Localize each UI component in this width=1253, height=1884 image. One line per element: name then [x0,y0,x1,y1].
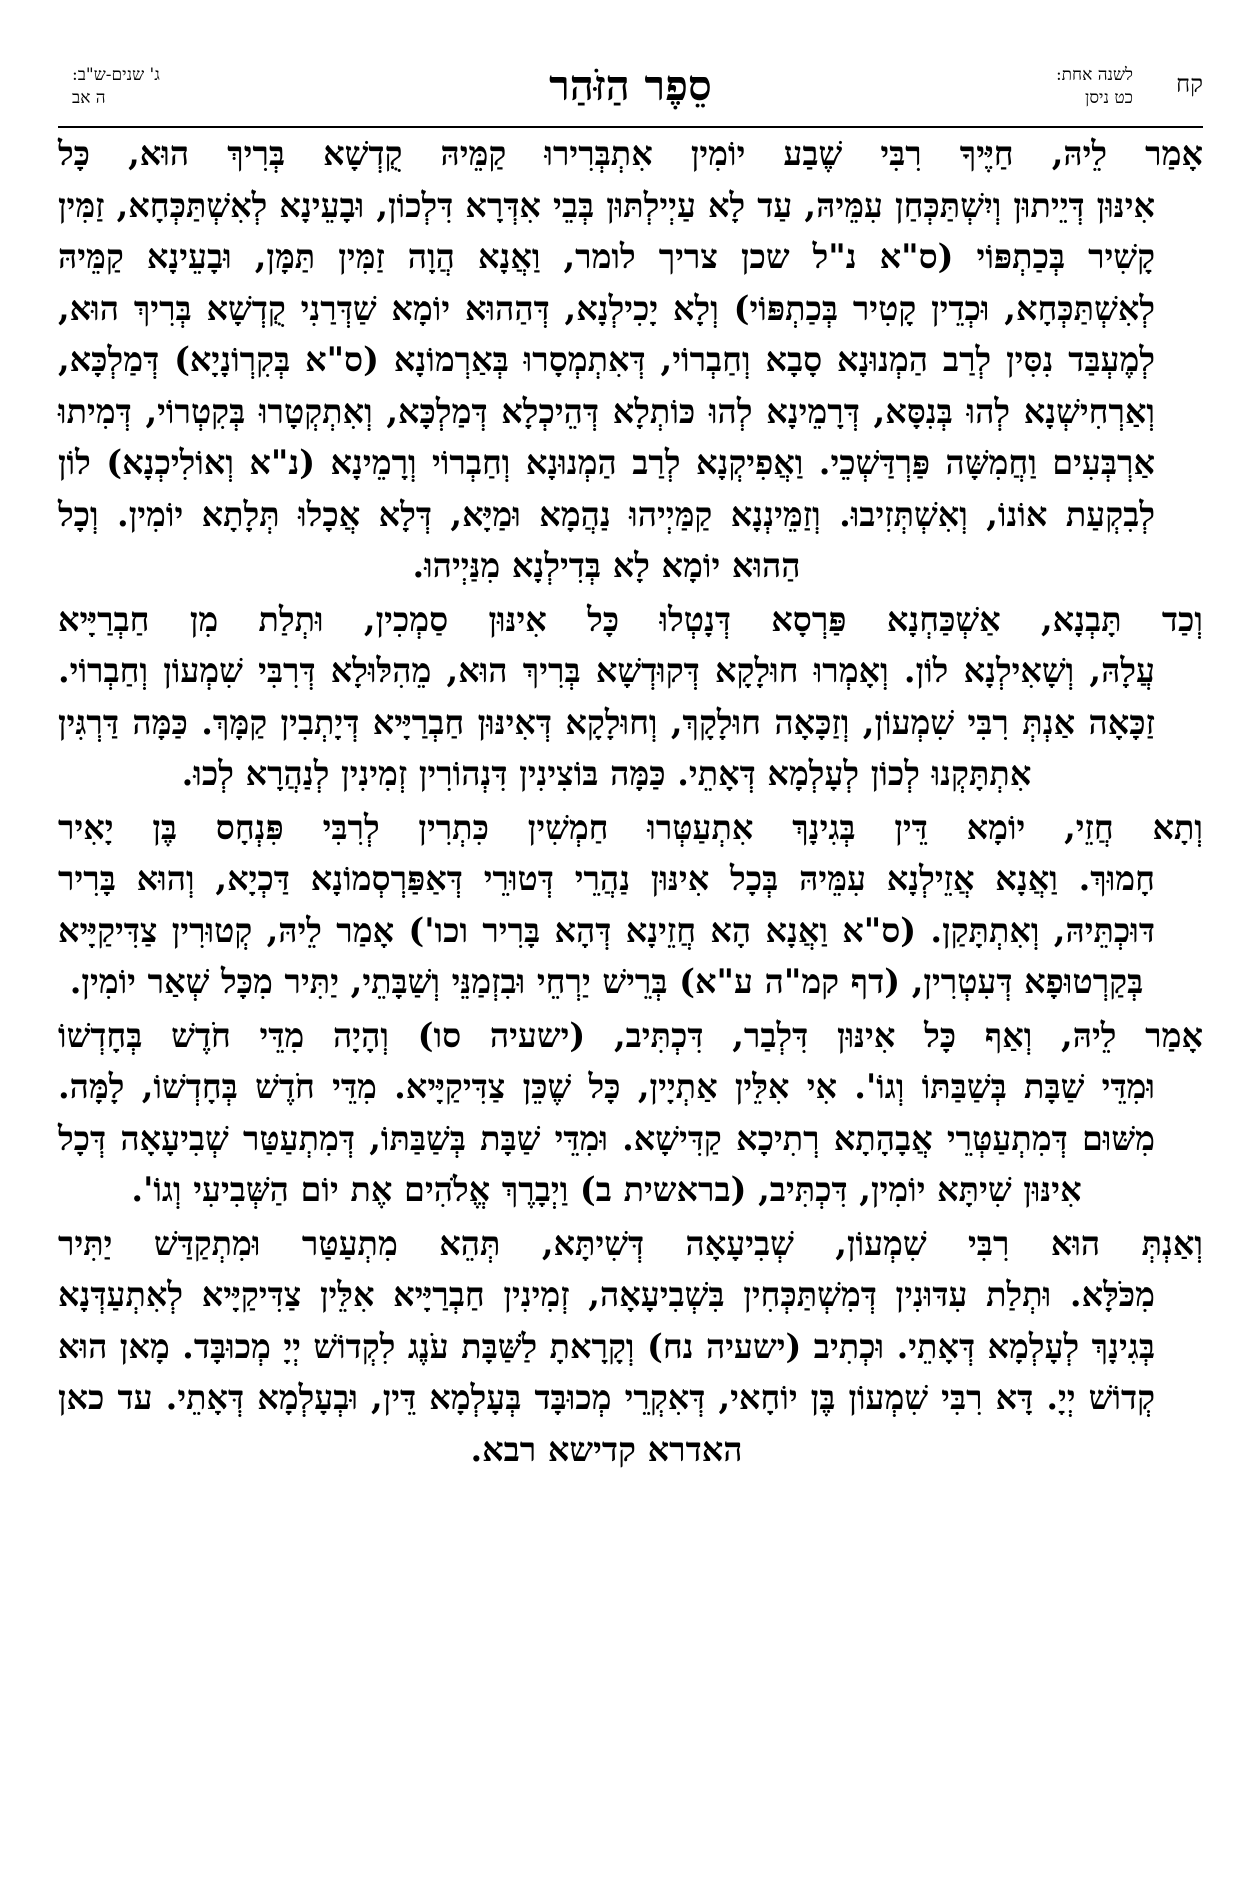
paragraph-4 [58,1010,1203,1216]
book-title: סֵפֶר הַזֹּהַר [549,61,712,110]
header-right-line1: לשנה אחת: [1055,65,1133,85]
paragraph-1-first-line: אָמַר לֵיהּ, חַיֶּיךָ רִבִּי שֶׁבַע יוֹמִין אִתְבְּרִירוּ קַמֵּיהּ קֻדְשָׁא בְּרִיךְ הוּא, כָּל [58,134,1203,173]
paragraph-1 [58,128,1203,592]
paragraph-5-first-line: וְאַנְתְּ הוּא רִבִּי שִׁמְעוֹן, שְׁבִיעָאָה דְּשִׁיתָּא, תְּהֵא מִתְעַטַּר וּמִתְקַדַּשׁ יַתִּיר [58,1223,1203,1263]
paragraph-2 [58,594,1203,800]
paragraph-1-body: אִינּוּן דְּיֵיתוּן וְיִשְׁתַּכְּחַן עִמֵּיהּ, עַד לָא עַיְילְתּוּן בְּבֵי אִדְּרָא דִּלְכוֹן, וּבָעֵינָא לְאִשְׁתַּכְּחָא, זַמִּין קָשִׁיר בְּכַתְפּוֹי (ס"א נ"ל שכן צריך לומר, וַאֲנָא הֲוָה זַמִּין תַּמָּן, וּבָעֵינָא קַמֵּיהּ לְאִשְׁתַּכְּחָא, וּכְדֵין קָטִיר בְּכַתְפּוֹי) וְלָא יָכִילְנָא, דְּהַהוּא יוֹמָא שַׁדְּרַנִי קֻדְשָׁא בְּרִיךְ הוּא, לְמֶעְבַּד נִסִּין לְרַב הַמְנוּנָא סָבָא וְחַבְרוֹי, דְּאִתְמְסָרוּ בְּאַרְמוֹנָא (ס"א בְּקִרְוֹנָיָא) דְּמַלְכָּא, וְאַרְחִישְׁנָא לְהוּ בְּנִסָּא, דְּרָמֵינָא לְהוּ כּוֹתְלָא דְּהֵיכְלָא דְּמַלְכָּא, וְאִתְקְטָרוּ בְּקִטְרוֹי, דְּמִיתוּ אַרְבְּעִים וַחֲמִשָּׁה פַּרְדַּשְׁכֵי. וַאֲפִיקְנָא לְרַב הַמְנוּנָא וְחַבְרוֹי וְרָמֵינָא (נ"א וְאוֹלִיכְנָא) לוֹן לְבִקְעַת אוֹנוֹ, וְאִשְׁתְּזִיבוּ. וְזַמֵּינְנָא קַמַּיְיהוּ נַהֲמָא וּמַיָּא, דְּלָא אֲכָלוּ תְּלָתָא יוֹמִין. וְכָל הַהוּא יוֹמָא לָא בְּדִילְנָא מִנַּיְיהוּ. [58,185,1155,585]
paragraph-3-body: חָמוּךְ. וַאֲנָא אֲזֵילְנָא עִמֵּיהּ בְּכָל אִינּוּן נַהֲרֵי דְּטוּרֵי דְּאַפַּרְסְמוֹנָא דַּכְיָא, וְהוּא בָּרִיר דּוּכְתֵּיהּ, וְאִתְתָּקַן. (ס"א וַאֲנָא הָא חֲזֵינָא דְּהָא בָּרִיר וכו') אָמַר לֵיהּ, קְטוּרִין צַדִּיקַיָּיא בְּקַרְטוּפָא דְּעִטְרִין, (דף קמ"ה ע"א) בְּרֵישׁ יַרְחֵי וּבִזְמַנֵּי וְשַׁבָּתֵי, יַתִּיר מִכָּל שְׁאַר יוֹמִין. [58,859,1155,1001]
paragraph-4-body: וּמִדֵּי שַׁבָּת בְּשַׁבַּתּוֹ וְגוֹ'. אִי אִלֵּין אַתְיָין, כָּל שֶׁכֵּן צַדִּיקַיָּיא. מִדֵּי חֹדֶשׁ בְּחָדְשׁוֹ, לָמָּה. מִשּׁוּם דְּמִתְעַטְּרֵי אֲבָהָתָא רְתִיכָא קַדִּישָׁא. וּמִדֵּי שַׁבָּת בְּשַׁבַּתּוֹ, דְּמִתְעַטַּר שְׁבִיעָאָה דְּכָל אִינּוּן שִׁיתָּא יוֹמִין, דִּכְתִּיב, (בראשית ב) וַיְבָרֶךְ אֱלֹהִים אֶת יוֹם הַשְּׁבִיעִי וְגוֹ'. [58,1067,1155,1209]
paragraph-3-first-line: וְתָא חֲזֵי, יוֹמָא דֵּין בְּגִינָךְ אִתְעַטְּרוּ חַמְשִׁין כִּתְרִין לְרִבִּי פִּנְחָס בֶּן יָאִיר [58,807,1203,847]
paragraph-3 [58,802,1203,1008]
header-left-line1: ג' שנים-ש"ב: [72,65,160,85]
header-left-line2: ה אב [72,88,106,108]
page-header [58,60,1203,128]
paragraph-4-first-line: אָמַר לֵיהּ, וְאַף כָּל אִינּוּן דִּלְבַר, דִּכְתִּיב, (ישעיה סו) וְהָיָה מִדֵּי חֹדֶשׁ בְּחָדְשׁוֹ [58,1015,1203,1055]
paragraph-5 [58,1218,1203,1476]
page-number: קח [1175,70,1203,98]
main-text [58,128,1203,1475]
paragraph-2-body: עֲלָהּ, וְשָׁאִילְנָא לוֹן. וְאָמְרוּ חוּלָקָא דְּקוּדְשָׁא בְּרִיךְ הוּא, מֵהִלּוּלָא דְּרִבִּי שִׁמְעוֹן וְחַבְרוֹי. זַכָּאָה אַנְתְּ רִבִּי שִׁמְעוֹן, וְזַכָּאָה חוּלָקָךְ, וְחוּלָקָא דְּאִינּוּן חַבְרַיָּיא דְּיָתְבִין קַמָּךְ. כַּמָּה דַּרְגִּין אִתְתָּקְנוּ לְכוֹן לְעָלְמָא דְּאָתֵי. כַּמָּה בּוֹצִינִין דִּנְהוֹרִין זְמִינִין לְנַהֲרָא לְכוּ. [58,651,1155,793]
header-right-line2: כט ניסן [1085,88,1133,108]
paragraph-5-body: מִכֹּלָּא. וּתְלַת עִדּוּנִין דְּמִשְׁתַּכְּחִין בִּשְׁבִיעָאָה, זְמִינִין חַבְרַיָּיא אִלֵּין צַדִּיקַיָּיא לְאִתְעַדְּנָא בְּגִינָךְ לְעָלְמָא דְּאָתֵי. וּכְתִיב (ישעיה נח) וְקָרָאתָ לַשַּׁבָּת עֹנֶג לִקְדוֹשׁ יְיָ מְכוּבָּד. מָאן הוּא קְדוֹשׁ יְיָ. דָּא רִבִּי שִׁמְעוֹן בֶּן יוֹחָאי, דְּאִקְרֵי מְכוּבָּד בְּעָלְמָא דֵּין, וּבְעָלְמָא דְּאָתֵי. עד כאן האדרא קדישא רבא. [58,1275,1155,1469]
header-schedule-left [72,64,160,110]
paragraph-2-first-line: וְכַד תָּבְנָא, אַשְׁכַּחְנָא פַּרְסָא דְּנָטְלוּ כָּל אִינּוּן סַמְכִין, וּתְלַת מִן חַבְרַיָּיא [58,599,1203,639]
